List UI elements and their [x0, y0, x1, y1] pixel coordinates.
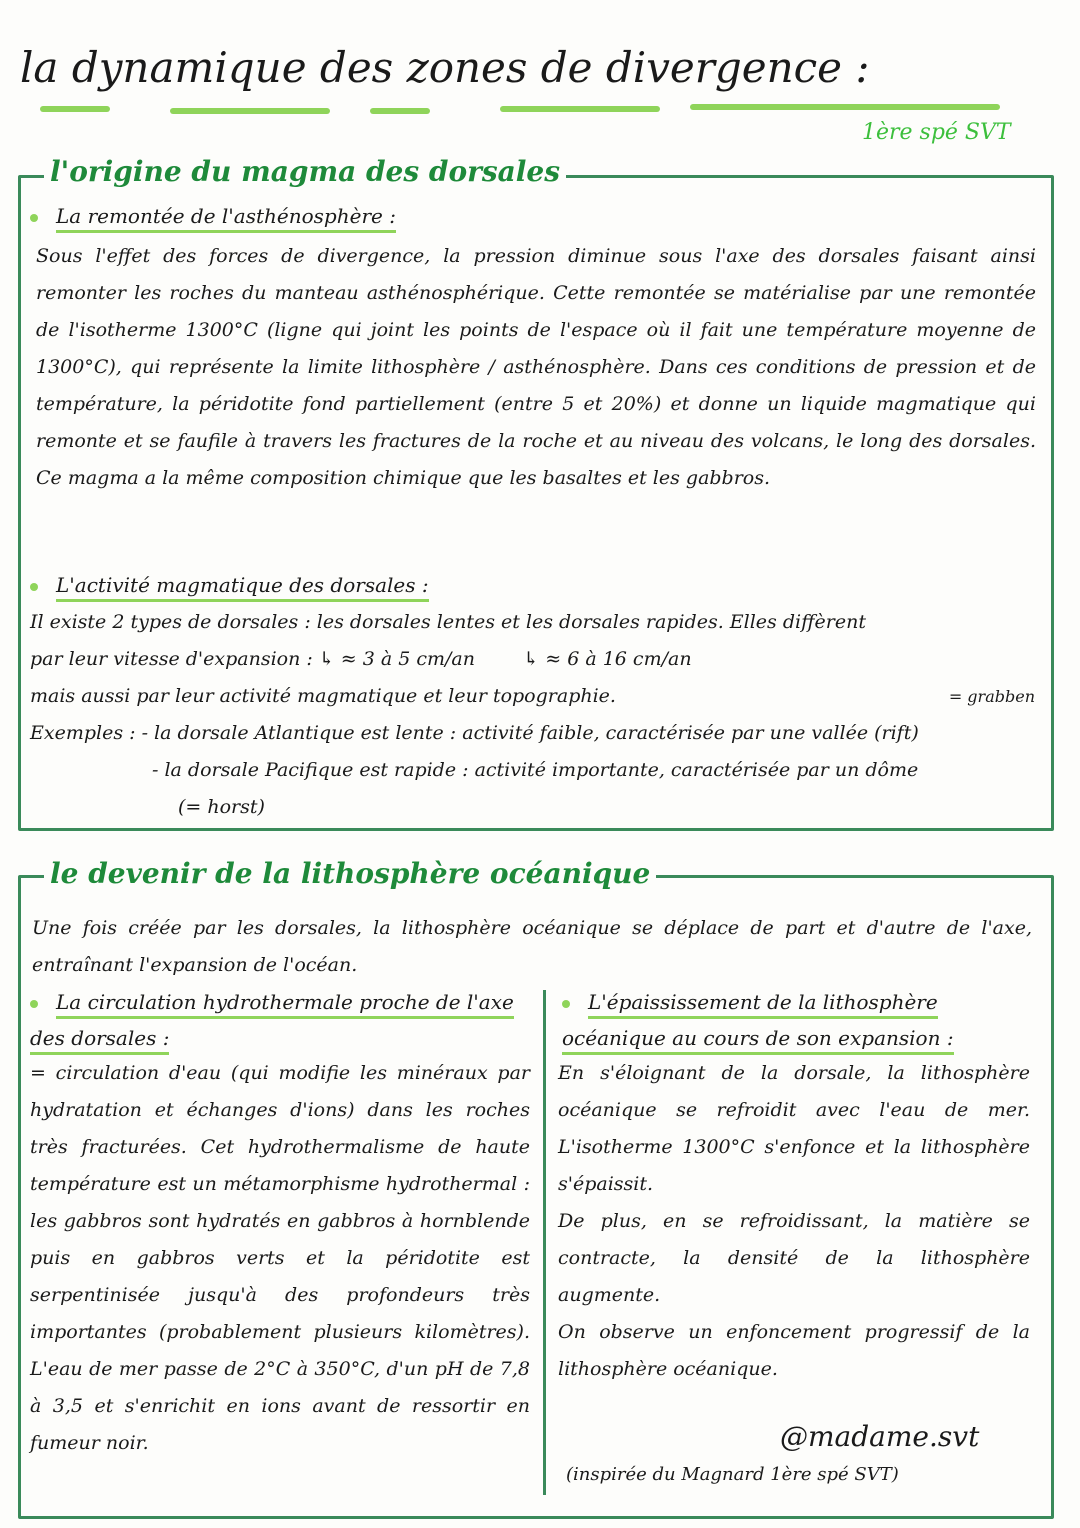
bullet-icon [30, 583, 38, 591]
title-underline [500, 106, 660, 112]
annotation: = grabben [948, 687, 1035, 706]
paragraph [558, 1055, 1030, 1388]
text-line: mais aussi par leur activité magmatique et leur topographie. [30, 685, 616, 707]
paragraph [30, 1055, 530, 1462]
intro-paragraph [32, 910, 1032, 984]
subheading [562, 984, 1032, 1056]
example-line: (= horst) [178, 796, 265, 818]
text-line: Il existe 2 types de dorsales : les dorsales lentes et les dorsales rapides. Elles diffèrent [30, 611, 866, 633]
paragraph-text: De plus, en se refroidissant, la matière se contracte, la densité de la lithosphère augmente. [558, 1210, 1030, 1306]
examples-label: Exemples : [30, 722, 136, 744]
title-underline [40, 106, 110, 112]
subheading [30, 984, 530, 1056]
subheading-text: La remontée de l'asthénosphère : [56, 204, 396, 233]
signature: @madame.svt [780, 1420, 980, 1453]
title-underline [170, 108, 330, 114]
paragraph-text: Sous l'effet des forces de divergence, la pression diminue sous l'axe des dorsales faisant ainsi remonter les roches du manteau asthénosphérique. Cette remontée se matérialise par une remontée de l'isotherme 1300°C (ligne qui joint les points de l'espace où il fait une température moyenne de 1300°C), qui représente la limite lithosphère / asthénosphère. Dans ces conditions de pression et de température, la péridotite fond partiellement (entre 5 et 20%) et donne un liquide magmatique qui remonte et se faufile à travers les fractures de la roche et au niveau des volcans, le long des dorsales. Ce magma a la même composition chimique que les basaltes et les gabbros. [36, 245, 1036, 489]
page-title: la dynamique des zones de divergence : [20, 43, 870, 92]
title-underline [690, 104, 1000, 110]
section-heading: l'origine du magma des dorsales [44, 155, 566, 188]
bullet-icon [562, 1000, 570, 1008]
example-line: - la dorsale Atlantique est lente : activité faible, caractérisée par une vallée (rift) [141, 722, 919, 744]
subheading [30, 573, 930, 597]
level-tag: 1ère spé SVT [862, 120, 1011, 145]
credit-note: (inspirée du Magnard 1ère spé SVT) [566, 1464, 899, 1485]
paragraph-text: Une fois créée par les dorsales, la lithosphère océanique se déplace de part et d'autre de l'axe, entraînant l'expansion de l'océan. [32, 917, 1032, 976]
paragraph-text: = circulation d'eau (qui modifie les minéraux par hydratation et échanges d'ions) dans les roches très fracturées. Cet hydrothermalisme de haute température est un métamorphisme hydrothermal : les gabbros sont hydratés en gabbros à hornblende puis en gabbros verts et la péridotite est serpentinisée jusqu'à des profondeurs très importantes (probablement plusieurs kilomètres). L'eau de mer passe de 2°C à 350°C, d'un pH de 7,8 à 3,5 et s'enrichit en ions avant de ressortir en fumeur noir. [30, 1062, 530, 1454]
paragraph [30, 604, 1035, 826]
bullet-icon [30, 214, 38, 222]
paragraph [36, 238, 1036, 497]
title-underline [370, 108, 430, 114]
column-divider [543, 990, 546, 1495]
paragraph-text: On observe un enfoncement progressif de la lithosphère océanique. [558, 1321, 1030, 1380]
subheading-text: L'épaississement de la lithosphère océanique au cours de son expansion : [562, 990, 954, 1055]
subheading [30, 204, 930, 228]
section-heading: le devenir de la lithosphère océanique [44, 857, 656, 890]
subheading-text: La circulation hydrothermale proche de l'axe des dorsales : [30, 990, 514, 1055]
example-line: - la dorsale Pacifique est rapide : activité importante, caractérisée par un dôme [152, 759, 919, 781]
subheading-text: L'activité magmatique des dorsales : [56, 573, 429, 602]
paragraph-text: En s'éloignant de la dorsale, la lithosphère océanique se refroidit avec l'eau de mer. L'isotherme 1300°C s'enfonce et la lithosphère s'épaissit. [558, 1062, 1030, 1195]
bullet-icon [30, 1000, 38, 1008]
text-line: par leur vitesse d'expansion : ↳ ≈ 3 à 5 cm/an ↳ ≈ 6 à 16 cm/an [30, 648, 692, 670]
